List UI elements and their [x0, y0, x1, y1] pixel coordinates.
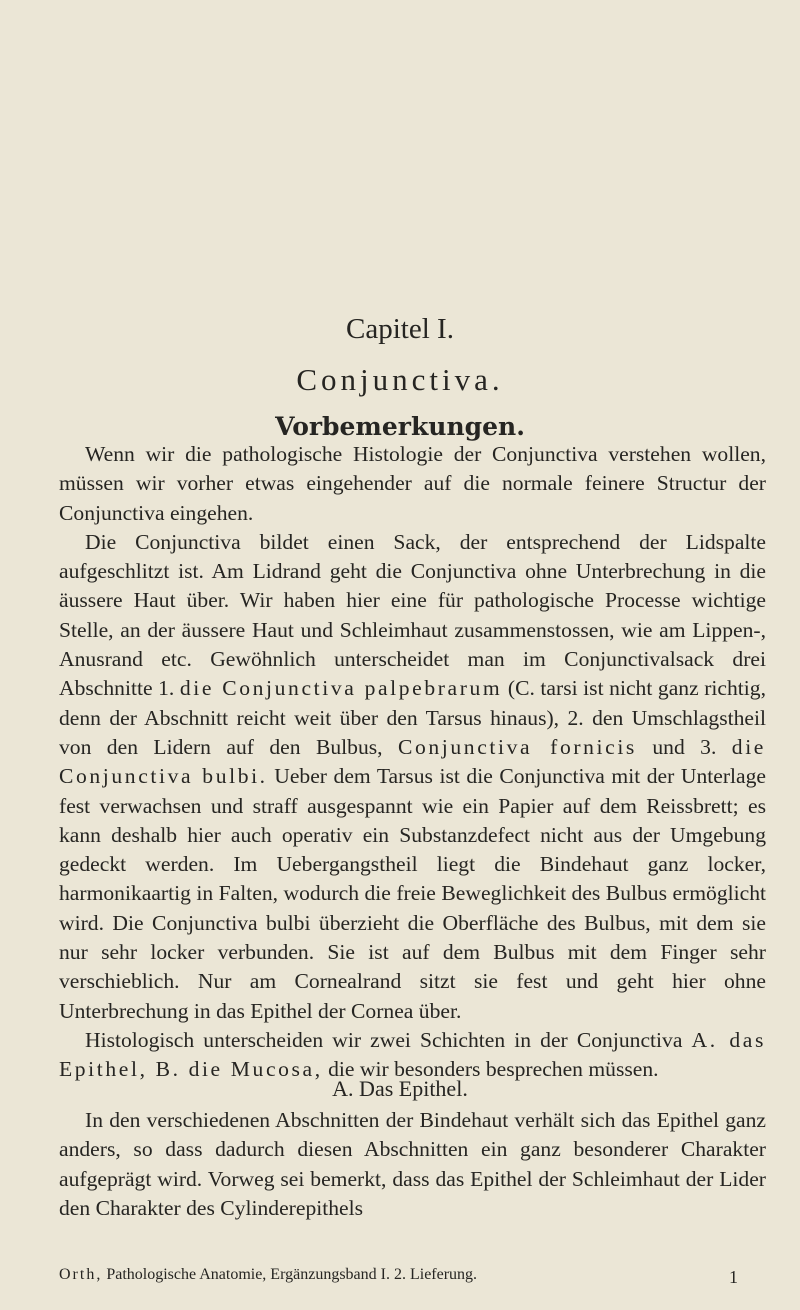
footer-author: Orth,: [59, 1266, 103, 1283]
paragraph-1: Wenn wir die pathologische Histologie der Conjunctiva verstehen wollen, müssen wir vorher etwas eingehender auf die normale feinere Structur der Conjunctiva eingehen.: [59, 442, 766, 525]
paragraph-2-text-b: (C. tarsi ist nicht ganz richtig, denn der Abschnitt reicht weit über den Tarsus hinaus), 2. den Umschlagstheil von den Lidern auf den Bulbus,: [59, 676, 766, 759]
chapter-heading: Capitel I.: [346, 313, 454, 345]
page-footer: [59, 1264, 766, 1286]
paragraph-2-text-d: Ueber dem Tarsus ist die Conjunctiva mit der Unterlage fest verwachsen und straff ausgespannt wie ein Papier auf dem Reissbrett; es kann deshalb hier auch operativ ein Substanzdefect nicht aus der Umgebung gedeckt werden. Im Uebergangstheil liegt die Bindehaut ganz locker, harmonikaartig in Falten, wodurch die freie Beweglichkeit des Bulbus ermöglicht wird. Die Conjunctiva bulbi überzieht die Oberfläche des Bulbus, mit dem sie nur sehr locker verbunden. Sie ist auf dem Bulbus mit dem Finger sehr verschieblich. Nur am Cornealrand sitzt sie fest und geht hier ohne Unterbrechung in das Epithel der Cornea über.: [59, 764, 766, 1023]
footer-source: Pathologische Anatomie, Ergänzungsband I. 2. Lieferung.: [106, 1266, 478, 1283]
paragraph-2-text-c: und 3.: [652, 734, 717, 759]
section-subtitle: Vorbemerkungen.: [275, 412, 525, 441]
paragraph-4: In den verschiedenen Abschnitten der Bindehaut verhält sich das Epithel ganz anders, so dass dadurch diesen Abschnitten ein ganz besonderer Charakter aufgeprägt wird. Vorweg sei bemerkt, dass das Epithel der Schleimhaut der Lider den Charakter des Cylinderepithels: [59, 1108, 766, 1220]
paragraph-3-text-a: Histologisch unterscheiden wir zwei Schichten in der Conjunctiva: [85, 1027, 683, 1052]
paragraph-2: [59, 528, 766, 1026]
term-conjunctiva-palpebrarum: die Conjunctiva palpebrarum: [179, 676, 503, 701]
page-number: 1: [729, 1267, 738, 1287]
section-heading-epithel: A. Das Epithel.: [332, 1076, 468, 1101]
epithel-text: [59, 1106, 766, 1223]
term-conjunctiva-fornicis: Conjunctiva fornicis: [398, 734, 637, 759]
term-conjunctiva-bulbi: die Conjunctiva bulbi.: [59, 734, 766, 789]
paragraph-2-text-a: Die Conjunctiva bildet einen Sack, der entsprechend der Lidspalte aufgeschlitzt ist. Am Lidrand geht die Conjunctiva ohne Unterbrechung in die äussere Haut über. Wir haben hier eine für pathologische Processe wichtige Stelle, an der äussere Haut und Schleimhaut zusammenstossen, wie am Lippen-, Anusrand etc. Gewöhnlich unterscheidet man im Conjunctivalsack drei Abschnitte 1.: [59, 529, 766, 701]
term-epithel-mucosa: A. das Epithel, B. die Mucosa,: [59, 1027, 766, 1082]
paragraph-3-text-b: die wir besonders besprechen müssen.: [328, 1057, 659, 1082]
chapter-title: Conjunctiva.: [296, 362, 504, 397]
intro-text: [59, 440, 766, 1085]
